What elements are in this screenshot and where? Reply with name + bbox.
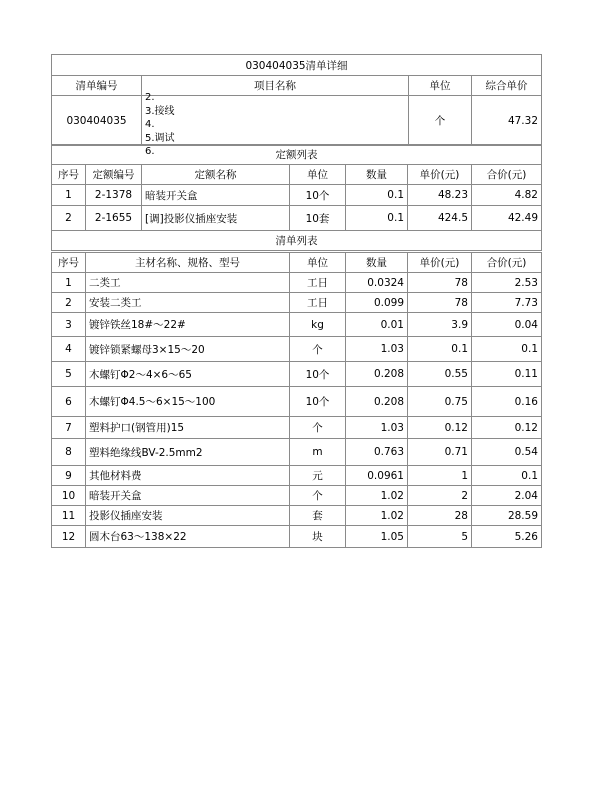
material-total: 5.26 — [472, 526, 542, 548]
material-row — [52, 273, 542, 293]
work-step: 3.接线 — [145, 105, 175, 117]
materials-header-total: 合价(元) — [472, 253, 542, 273]
material-total: 0.04 — [472, 313, 542, 337]
material-no: 10 — [52, 486, 86, 506]
material-no: 3 — [52, 313, 86, 337]
materials-rows — [52, 273, 542, 548]
material-name: 圆木台63～138×22 — [86, 526, 290, 548]
material-name: 木螺钉Φ2～4×6～65 — [86, 362, 290, 387]
quota-qty: 0.1 — [346, 206, 408, 231]
material-qty: 0.099 — [346, 293, 408, 313]
material-price: 5 — [408, 526, 472, 548]
material-name: 暗装开关盒 — [86, 486, 290, 506]
material-price: 78 — [408, 293, 472, 313]
materials-header-qty: 数量 — [346, 253, 408, 273]
material-qty: 1.02 — [346, 506, 408, 526]
col-header-price: 综合单价 — [472, 76, 542, 96]
material-unit: m — [290, 439, 346, 466]
material-unit: 元 — [290, 466, 346, 486]
quota-name: [调]投影仪插座安装 — [142, 206, 290, 231]
material-no: 11 — [52, 506, 86, 526]
quota-qty: 0.1 — [346, 185, 408, 206]
material-unit: 个 — [290, 417, 346, 439]
quota-row — [52, 206, 542, 231]
material-price: 2 — [408, 486, 472, 506]
quota-code: 2-1655 — [86, 206, 142, 231]
material-total: 0.54 — [472, 439, 542, 466]
material-qty: 1.02 — [346, 486, 408, 506]
material-unit: kg — [290, 313, 346, 337]
material-qty: 0.763 — [346, 439, 408, 466]
material-price: 28 — [408, 506, 472, 526]
material-unit: 个 — [290, 486, 346, 506]
material-name: 镀锌锁紧螺母3×15～20 — [86, 337, 290, 362]
material-unit: 10个 — [290, 362, 346, 387]
material-qty: 0.208 — [346, 387, 408, 417]
quota-price: 424.5 — [408, 206, 472, 231]
material-price: 3.9 — [408, 313, 472, 337]
materials-header-no: 序号 — [52, 253, 86, 273]
work-step: 2. — [145, 92, 155, 103]
material-total: 28.59 — [472, 506, 542, 526]
material-name: 其他材料费 — [86, 466, 290, 486]
material-total: 0.16 — [472, 387, 542, 417]
material-no: 5 — [52, 362, 86, 387]
quota-header-name: 定额名称 — [142, 165, 290, 185]
material-qty: 0.0961 — [346, 466, 408, 486]
quota-header-total: 合价(元) — [472, 165, 542, 185]
quota-unit: 10个 — [290, 185, 346, 206]
material-name: 塑料护口(钢管用)15 — [86, 417, 290, 439]
quota-unit: 10套 — [290, 206, 346, 231]
material-name: 安装二类工 — [86, 293, 290, 313]
material-total: 2.04 — [472, 486, 542, 506]
material-row — [52, 337, 542, 362]
material-no: 6 — [52, 387, 86, 417]
quota-section-title: 定额列表 — [52, 145, 542, 165]
material-row — [52, 313, 542, 337]
material-qty: 0.01 — [346, 313, 408, 337]
col-header-name: 项目名称 — [142, 76, 409, 96]
material-row — [52, 293, 542, 313]
material-qty: 1.03 — [346, 417, 408, 439]
material-total: 0.11 — [472, 362, 542, 387]
quota-header-unit: 单位 — [290, 165, 346, 185]
material-row — [52, 439, 542, 466]
material-total: 7.73 — [472, 293, 542, 313]
bill-title: 030404035清单详细 — [52, 55, 542, 76]
col-header-unit: 单位 — [409, 76, 472, 96]
material-row — [52, 362, 542, 387]
material-price: 0.1 — [408, 337, 472, 362]
material-qty: 1.03 — [346, 337, 408, 362]
materials-header-price: 单价(元) — [408, 253, 472, 273]
material-unit: 块 — [290, 526, 346, 548]
materials-header-name: 主材名称、规格、型号 — [86, 253, 290, 273]
material-total: 2.53 — [472, 273, 542, 293]
material-price: 0.55 — [408, 362, 472, 387]
material-price: 0.75 — [408, 387, 472, 417]
materials-table — [51, 252, 542, 548]
material-name: 镀锌铁丝18#～22# — [86, 313, 290, 337]
material-no: 1 — [52, 273, 86, 293]
col-header-code: 清单编号 — [52, 76, 142, 96]
work-step: 4. — [145, 119, 155, 130]
quota-header-qty: 数量 — [346, 165, 408, 185]
material-total: 0.1 — [472, 466, 542, 486]
material-no: 2 — [52, 293, 86, 313]
material-name: 投影仪插座安装 — [86, 506, 290, 526]
material-row — [52, 506, 542, 526]
quota-no: 2 — [52, 206, 86, 231]
quota-header-price: 单价(元) — [408, 165, 472, 185]
material-name: 塑料绝缘线BV-2.5mm2 — [86, 439, 290, 466]
material-total: 0.1 — [472, 337, 542, 362]
quota-header-no: 序号 — [52, 165, 86, 185]
material-unit: 套 — [290, 506, 346, 526]
materials-section-title: 清单列表 — [52, 231, 542, 251]
materials-header-unit: 单位 — [290, 253, 346, 273]
detail-table — [51, 144, 542, 251]
material-qty: 1.05 — [346, 526, 408, 548]
quota-total: 42.49 — [472, 206, 542, 231]
quota-row — [52, 185, 542, 206]
quota-code: 2-1378 — [86, 185, 142, 206]
material-row — [52, 417, 542, 439]
material-row — [52, 486, 542, 506]
material-unit: 10个 — [290, 387, 346, 417]
material-name: 木螺钉Φ4.5～6×15～100 — [86, 387, 290, 417]
material-total: 0.12 — [472, 417, 542, 439]
material-no: 7 — [52, 417, 86, 439]
material-price: 78 — [408, 273, 472, 293]
quota-name: 暗装开关盒 — [142, 185, 290, 206]
material-unit: 工日 — [290, 293, 346, 313]
material-row — [52, 526, 542, 548]
material-name: 二类工 — [86, 273, 290, 293]
work-step: 5.调试 — [145, 132, 175, 144]
item-code: 030404035 — [52, 96, 142, 146]
material-row — [52, 387, 542, 417]
material-price: 0.12 — [408, 417, 472, 439]
material-no: 4 — [52, 337, 86, 362]
quota-header-code: 定额编号 — [86, 165, 142, 185]
material-no: 12 — [52, 526, 86, 548]
quota-no: 1 — [52, 185, 86, 206]
work-step: 6. — [145, 146, 155, 157]
item-unit: 个 — [409, 96, 472, 146]
quota-total: 4.82 — [472, 185, 542, 206]
material-qty: 0.0324 — [346, 273, 408, 293]
material-qty: 0.208 — [346, 362, 408, 387]
material-row — [52, 466, 542, 486]
item-price: 47.32 — [472, 96, 542, 146]
material-no: 9 — [52, 466, 86, 486]
material-no: 8 — [52, 439, 86, 466]
quota-price: 48.23 — [408, 185, 472, 206]
material-unit: 工日 — [290, 273, 346, 293]
material-price: 1 — [408, 466, 472, 486]
material-unit: 个 — [290, 337, 346, 362]
material-price: 0.71 — [408, 439, 472, 466]
